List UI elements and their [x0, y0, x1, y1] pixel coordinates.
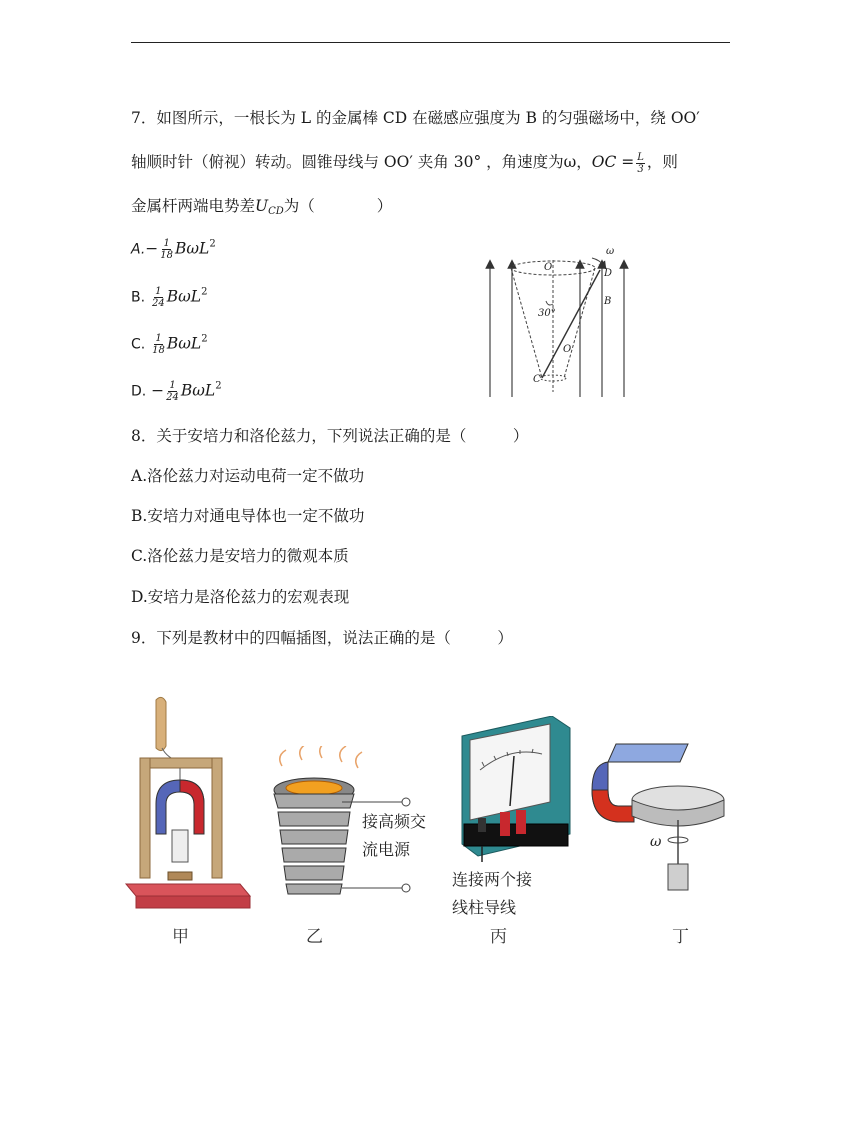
caption-jia: 甲: [172, 927, 189, 947]
magnet-red-half: [180, 780, 204, 834]
q7-line2-end: ，则: [646, 153, 678, 171]
q8-option-a: A.洛伦兹力对运动电荷一定不做功: [131, 467, 365, 485]
o-mid-label: O: [563, 344, 572, 355]
u-subscript: CD: [268, 206, 284, 217]
frame-left: [140, 758, 150, 878]
fig-bing-meter: [452, 716, 582, 866]
d-label: D: [604, 268, 613, 279]
angle-label: 30°: [538, 308, 556, 319]
rod-cd: [542, 270, 600, 378]
q9-stem: 9．下列是教材中的四幅插图，说法正确的是（ ）: [131, 629, 513, 647]
caption-yi: 乙: [306, 927, 323, 947]
q8-stem: 8．关于安培力和洛伦兹力，下列说法正确的是（ ）: [131, 427, 529, 445]
q7-option-a: A.− $\frac{1}{18}$ BωL$^2$: [131, 238, 216, 261]
omega-label: ω: [606, 246, 615, 257]
coil: [172, 830, 188, 862]
q7-option-b: B. $\frac{1}{24}$ BωL$^2$: [131, 286, 208, 309]
q7-option-c: C. $\frac{1}{18}$ BωL$^2$: [131, 333, 208, 356]
frame-top: [140, 758, 222, 768]
terminal-red-2: [516, 810, 526, 834]
terminal-red-1: [500, 812, 510, 836]
q8-option-c: C.洛伦兹力是安培力的微观本质: [131, 547, 349, 565]
q7-line2-text: 轴顺时针（俯视）转动。圆锥母线与 OO′ 夹角 30° ，角速度为ω，: [131, 153, 592, 171]
base-front: [136, 896, 250, 908]
q7-cone-figure: [480, 242, 640, 400]
b-label: B: [604, 296, 612, 307]
fig-yi-label: 接高频交 流电源: [362, 812, 427, 859]
q7-option-d: D. − $\frac{1}{24}$ BωL$^2$: [131, 380, 222, 403]
c-label: C: [533, 374, 541, 385]
stand: [168, 872, 192, 880]
magnet-red-arm: [592, 790, 634, 822]
angle-arc: [546, 301, 553, 305]
oc-label: OC =: [591, 153, 635, 171]
q7-line1: 7．如图所示，一根长为 L 的金属棒 CD 在磁感应强度为 B 的匀强磁场中，绕 OO′: [131, 109, 700, 127]
handle: [156, 697, 166, 750]
q8-option-d: D.安培力是洛伦兹力的宏观表现: [131, 588, 350, 606]
glowing-metal: [286, 781, 342, 795]
frame-right: [212, 758, 222, 878]
weight: [668, 864, 688, 890]
terminal-top: [402, 798, 410, 806]
fig-ding-disk: [590, 740, 740, 900]
terminal-black: [478, 818, 486, 832]
caption-ding: 丁: [672, 927, 689, 947]
q8-option-b: B.安培力对通电导体也一定不做功: [131, 507, 365, 525]
caption-bing: 丙: [490, 927, 507, 947]
oc-fraction: $\frac{L}{3}$: [637, 151, 644, 175]
coil-rings: [274, 794, 354, 894]
q7-line3: 金属杆两端电势差$U_{CD}$为（ ）: [131, 197, 393, 217]
u-letter: U: [255, 197, 269, 215]
fig-bing-label: 连接两个接 线柱导线: [452, 870, 533, 917]
base-top: [126, 884, 250, 896]
heat-waves: [280, 746, 362, 768]
omega-label: ω: [650, 834, 662, 850]
terminal-bottom: [402, 884, 410, 892]
magnet-top-plate: [608, 744, 688, 762]
o-top-label: O: [544, 262, 553, 273]
header-rule: [131, 42, 730, 43]
q7-line2: [131, 150, 678, 175]
cone-side-left: [511, 268, 542, 378]
fig-jia-magnet: [122, 696, 252, 921]
